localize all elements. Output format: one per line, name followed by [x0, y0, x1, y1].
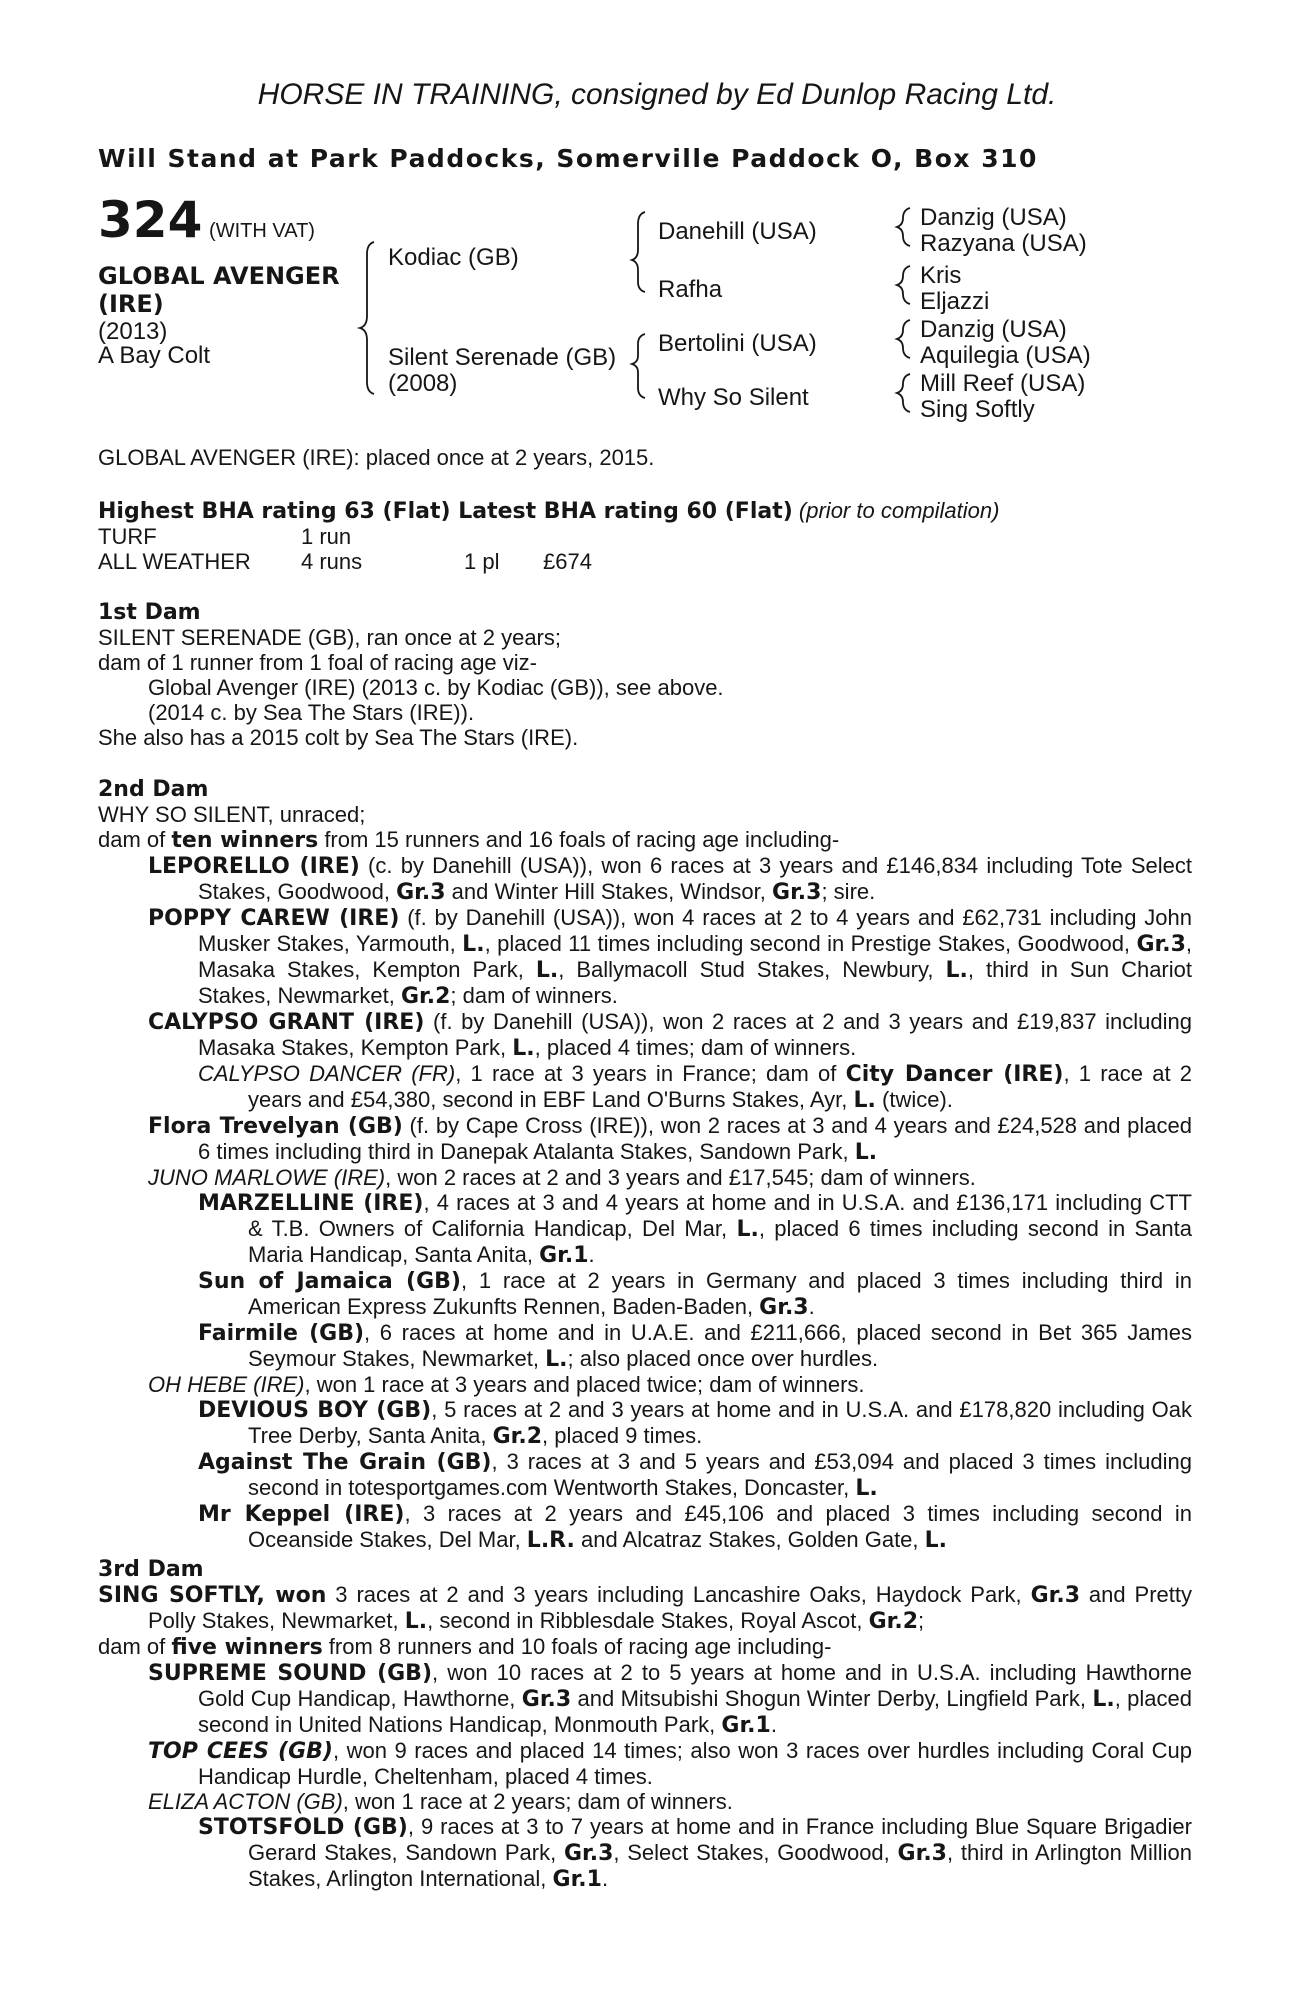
turf-record: [98, 524, 1192, 549]
horse-suffix: (IRE): [98, 290, 164, 318]
second-dam-heading: 2nd Dam: [98, 777, 209, 802]
consignor-line: HORSE IN TRAINING, consigned by Ed Dunlop Racing Ltd.: [257, 78, 1057, 111]
vat-note: (WITH VAT): [209, 220, 315, 242]
first-dam-produce: Global Avenger (IRE) (2013 c. by Kodiac (GB)), see above.: [148, 675, 724, 700]
produce-entry: STOTSFOLD (GB), 9 races at 3 to 7 years at home and in France including Blue Square Brigadier Gerard Stakes, Sandown Park, Gr.3, Select Stakes, Goodwood, Gr.3, third in Arlington Million Stakes, Arlington International, Gr.1.: [198, 1814, 1192, 1892]
pedigree-ddd: Sing Softly: [920, 396, 1035, 423]
third-dam-section: [98, 1557, 1192, 1892]
first-dam-line: She also has a 2015 colt by Sea The Stars (IRE).: [98, 725, 579, 750]
produce-entry: CALYPSO GRANT (IRE) (f. by Danehill (USA)), won 2 races at 2 and 3 years and £19,837 including Masaka Stakes, Kempton Park, L., placed 4 times; dam of winners.: [148, 1009, 1193, 1061]
third-dam-produce-line: dam of five winners from 8 runners and 10 foals of racing age including-: [98, 1634, 832, 1660]
produce-entry: JUNO MARLOWE (IRE), won 2 races at 2 and 3 years and £17,545; dam of winners.: [148, 1165, 976, 1190]
bha-ratings: Highest BHA rating 63 (Flat) Latest BHA rating 60 (Flat): [98, 499, 793, 524]
pedigree-sss: Danzig (USA): [920, 204, 1067, 231]
pedigree-sdd: Eljazzi: [920, 288, 990, 315]
brace-dd: [897, 374, 910, 412]
brace-colt: [360, 242, 374, 394]
foaling-year: (2013): [98, 318, 168, 345]
second-dam-line: WHY SO SILENT, unraced;: [98, 802, 366, 827]
pedigree-sire: Kodiac (GB): [388, 244, 519, 271]
horse-name: GLOBAL AVENGER: [98, 262, 340, 290]
first-dam-line: SILENT SERENADE (GB), ran once at 2 years;: [98, 625, 561, 650]
brace-ss: [897, 208, 910, 246]
pedigree-sds: Kris: [920, 262, 962, 289]
second-dam-produce-line: dam of ten winners from 15 runners and 16 foals of racing age including-: [98, 827, 840, 853]
first-dam-section: [98, 600, 1192, 750]
brace-ds: [897, 320, 910, 358]
pedigree-sire-sire: Danehill (USA): [658, 218, 817, 245]
turf-runs: 1 run: [301, 524, 352, 549]
third-dam-heading: 3rd Dam: [98, 1557, 204, 1582]
pedigree-sire-dam: Rafha: [658, 276, 723, 303]
produce-entry: POPPY CAREW (IRE) (f. by Danehill (USA)), won 4 races at 2 to 4 years and £62,731 including John Musker Stakes, Yarmouth, L., placed 11 times including second in Prestige Stakes, Goodwood, Gr.3, Masaka Stakes, Kempton Park, L., Ballymacoll Stud Stakes, Newbury, L., third in Sun Chariot Stakes, Newmarket, Gr.2; dam of winners.: [148, 905, 1193, 1009]
produce-entry: LEPORELLO (IRE) (c. by Danehill (USA)), won 6 races at 3 years and £146,834 including Tote Select Stakes, Goodwood, Gr.3 and Winter Hill Stakes, Windsor, Gr.3; sire.: [148, 853, 1192, 905]
first-dam-line: dam of 1 runner from 1 foal of racing age viz-: [98, 650, 537, 675]
brace-sire: [632, 212, 645, 292]
produce-entry: SUPREME SOUND (GB), won 10 races at 2 to 5 years at home and in U.S.A. including Hawthorne Gold Cup Handicap, Hawthorne, Gr.3 and Mitsubishi Shogun Winter Derby, Lingfield Park, L., placed second in United Nations Handicap, Monmouth Park, Gr.1.: [148, 1660, 1192, 1738]
stand-location: Will Stand at Park Paddocks, Somerville Paddock O, Box 310: [98, 144, 1038, 173]
brace-sd: [897, 266, 910, 304]
aw-label: ALL WEATHER: [98, 549, 251, 574]
race-summary: GLOBAL AVENGER (IRE): placed once at 2 years, 2015.: [98, 445, 655, 470]
produce-entry: Flora Trevelyan (GB) (f. by Cape Cross (IRE)), won 2 races at 3 and 4 years and £24,528 and placed 6 times including third in Danepak Atalanta Stakes, Sandown Park, L.: [148, 1113, 1192, 1165]
pedigree-ssd: Razyana (USA): [920, 230, 1087, 257]
produce-entry: Against The Grain (GB), 3 races at 3 and 5 years and £53,094 and placed 3 times including second in totesportgames.com Wentworth Stakes, Doncaster, L.: [198, 1449, 1192, 1501]
produce-entry: Mr Keppel (IRE), 3 races at 2 years and £45,106 and placed 3 times including second in Oceanside Stakes, Del Mar, L.R. and Alcatraz Stakes, Golden Gate, L.: [198, 1501, 1192, 1553]
pedigree-dam: Silent Serenade (GB): [388, 344, 617, 371]
pedigree-braces: [0, 0, 1314, 440]
aw-money: £674: [543, 549, 592, 574]
produce-entry: MARZELLINE (IRE), 4 races at 3 and 4 years at home and in U.S.A. and £136,171 including CTT & T.B. Owners of California Handicap, Del Mar, L., placed 6 times including second in Santa Maria Handicap, Santa Anita, Gr.1.: [198, 1190, 1192, 1268]
produce-entry: TOP CEES (GB), won 9 races and placed 14 times; also won 3 races over hurdles including Coral Cup Handicap Hurdle, Cheltenham, placed 4 times.: [148, 1738, 1193, 1789]
produce-entry: Sun of Jamaica (GB), 1 race at 2 years in Germany and placed 3 times including third in American Express Zukunfts Rennen, Baden-Baden, Gr.3.: [198, 1268, 1192, 1320]
produce-entry: OH HEBE (IRE), won 1 race at 3 years and placed twice; dam of winners.: [148, 1372, 865, 1397]
produce-entry: Fairmile (GB), 6 races at home and in U.A.E. and £211,666, placed second in Bet 365 James Seymour Stakes, Newmarket, L.; also placed once over hurdles.: [198, 1320, 1192, 1372]
lot-number: 324: [98, 191, 203, 249]
produce-entry: ELIZA ACTON (GB), won 1 race at 2 years; dam of winners.: [148, 1789, 733, 1814]
pedigree-dds: Mill Reef (USA): [920, 370, 1086, 397]
ratings-note: (prior to compilation): [798, 498, 1000, 523]
produce-entry: CALYPSO DANCER (FR), 1 race at 3 years in France; dam of City Dancer (IRE), 1 race at 2 years and £54,380, second in EBF Land O'Burns Stakes, Ayr, L. (twice).: [198, 1061, 1192, 1113]
horse-sex-colour: A Bay Colt: [98, 342, 211, 369]
turf-label: TURF: [98, 524, 157, 549]
first-dam-heading: 1st Dam: [98, 600, 201, 625]
first-dam-produce: (2014 c. by Sea The Stars (IRE)).: [148, 700, 475, 725]
pedigree-dam-sire: Bertolini (USA): [658, 330, 817, 357]
aw-placed: 1 pl: [464, 549, 500, 574]
pedigree-dam-year: (2008): [388, 370, 458, 397]
pedigree-dsd: Aquilegia (USA): [920, 342, 1091, 369]
produce-entry: DEVIOUS BOY (GB), 5 races at 2 and 3 years at home and in U.S.A. and £178,820 including Oak Tree Derby, Santa Anita, Gr.2, placed 9 times.: [198, 1397, 1192, 1449]
second-dam-section: [98, 777, 1192, 1553]
brace-dam: [632, 334, 645, 398]
pedigree-dss: Danzig (USA): [920, 316, 1067, 343]
third-dam-line: SING SOFTLY, won 3 races at 2 and 3 years including Lancashire Oaks, Haydock Park, Gr.3 and Pretty Polly Stakes, Newmarket, L., second in Ribblesdale Stakes, Royal Ascot, Gr.2;: [98, 1582, 1193, 1634]
ratings-line: [98, 498, 1192, 524]
aw-record: [98, 549, 1192, 574]
aw-runs: 4 runs: [301, 549, 363, 574]
pedigree-dam-dam: Why So Silent: [658, 384, 809, 411]
